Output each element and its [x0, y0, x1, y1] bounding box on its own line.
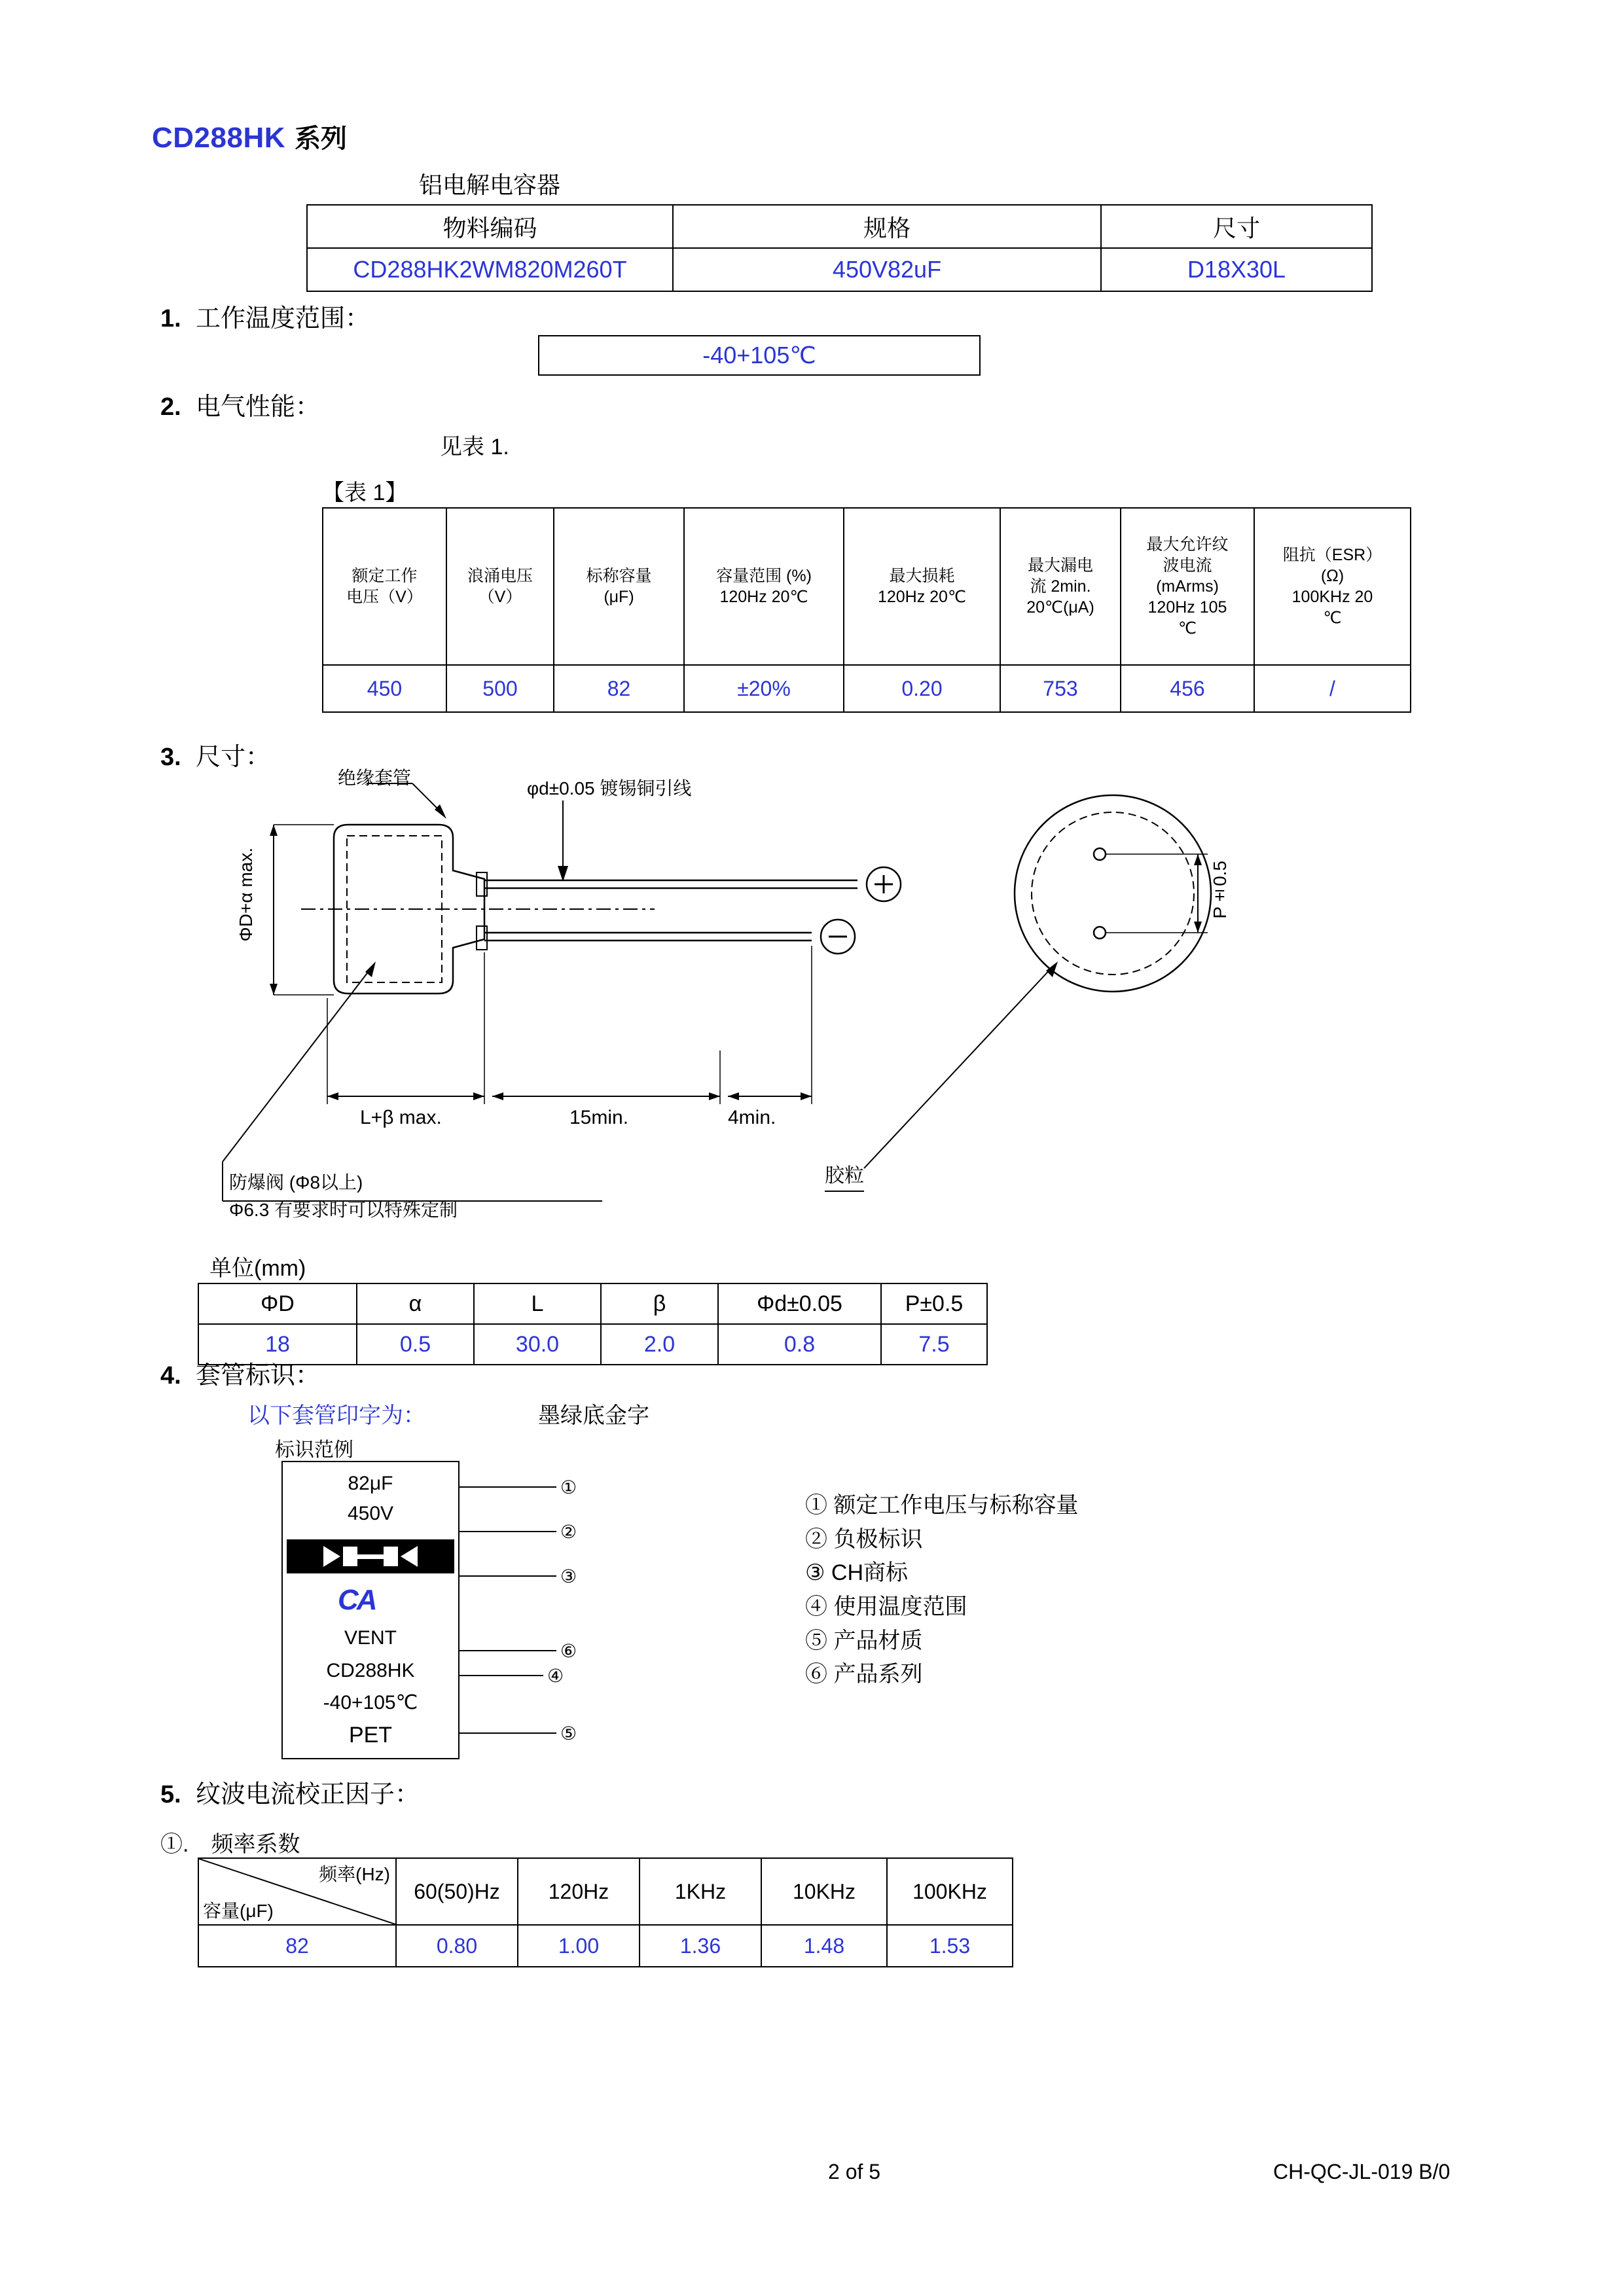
page-title — [152, 118, 347, 155]
marking-callouts — [458, 1460, 602, 1761]
dim-value-0: 18 — [198, 1324, 357, 1365]
see-table-note: 见表 1. — [440, 435, 509, 459]
line: 阻抗（ESR） — [1282, 546, 1382, 564]
elec-value-6: 456 — [1121, 665, 1254, 712]
legend-item-6: ⑥ 产品系列 — [805, 1662, 923, 1687]
sleeve-voltage: 450V — [347, 1503, 394, 1524]
freq-value-4: 1.53 — [887, 1925, 1013, 1967]
line: ℃ — [1178, 619, 1197, 637]
dim-header-4: Φd±0.05 — [718, 1283, 881, 1324]
callout-5: ⑤ — [560, 1723, 577, 1744]
spec-value-size: D18X30L — [1101, 248, 1372, 291]
line: 额定工作 — [352, 567, 418, 585]
callout-3: ③ — [560, 1566, 577, 1587]
sleeve-series: CD288HK — [326, 1660, 415, 1681]
capacitor-dimension-drawing — [196, 769, 1440, 1247]
label-length: L+β max. — [360, 1107, 442, 1128]
dim-header-3: β — [601, 1283, 718, 1324]
label-pitch: P±0.5 — [1210, 861, 1230, 919]
legend-item-5: ⑤ 产品材质 — [805, 1628, 923, 1653]
line: 120Hz 20℃ — [877, 588, 967, 606]
line: 标称容量 — [586, 567, 652, 585]
section-1-heading — [160, 298, 370, 334]
spec-value-spec: 450V82uF — [673, 248, 1101, 291]
sleeve-vent-text: VENT — [344, 1627, 397, 1649]
line: 100KHz 20 — [1291, 588, 1373, 606]
elec-value-3: ±20% — [684, 665, 844, 712]
section-5-heading — [160, 1774, 420, 1810]
section-1-title: 工作温度范围： — [196, 305, 370, 332]
line: 浪涌电压 — [467, 567, 533, 585]
callout-1: ① — [560, 1477, 577, 1498]
dim-value-5: 7.5 — [881, 1324, 987, 1365]
negative-polarity-band — [287, 1539, 454, 1573]
minus-icon — [357, 1554, 384, 1559]
dim-value-2: 30.0 — [474, 1324, 601, 1365]
callout-2: ② — [560, 1522, 577, 1542]
line: （V） — [478, 588, 522, 606]
callout-lines — [458, 1460, 602, 1767]
freq-header-1: 120Hz — [518, 1858, 640, 1925]
freq-header-4: 100KHz — [887, 1858, 1013, 1925]
callout-4: ④ — [547, 1666, 564, 1686]
sleeve-marking-diagram — [281, 1461, 460, 1759]
series-code: CD288HK — [152, 122, 286, 154]
spec-header-size: 尺寸 — [1101, 205, 1372, 248]
dim-header-1: α — [357, 1283, 474, 1324]
label-glue: 胶粒 — [825, 1159, 864, 1192]
label-vent-line1: 防爆阀 (Φ8以上) — [229, 1172, 363, 1193]
legend-item-2: ② 负极标识 — [805, 1526, 923, 1552]
series-word: 系列 — [295, 124, 348, 153]
table-row — [307, 205, 1372, 248]
elec-header-1 — [446, 508, 554, 665]
table-row — [307, 248, 1372, 291]
label-insulating-sleeve: 绝缘套管 — [338, 768, 412, 788]
elec-header-7 — [1254, 508, 1411, 665]
elec-value-4: 0.20 — [844, 665, 1000, 712]
line: (Ω) — [1320, 567, 1344, 585]
footer-document-code: CH-QC-JL-019 B/0 — [1273, 2160, 1451, 2183]
freq-value-1: 1.00 — [518, 1925, 640, 1967]
elec-value-1: 500 — [446, 665, 554, 712]
dim-header-2: L — [474, 1283, 601, 1324]
elec-value-2: 82 — [554, 665, 684, 712]
spec-value-code: CD288HK2WM820M260T — [307, 248, 673, 291]
elec-header-0 — [323, 508, 446, 665]
line: 最大损耗 — [889, 567, 955, 585]
line: ℃ — [1323, 609, 1342, 627]
dim-value-1: 0.5 — [357, 1324, 474, 1365]
freq-header-3: 10KHz — [761, 1858, 887, 1925]
dim-value-3: 2.0 — [601, 1324, 718, 1365]
line: 容量范围 (%) — [716, 567, 812, 585]
dim-header-0: ΦD — [198, 1283, 357, 1324]
marking-legend — [805, 1489, 1078, 1692]
label-vent-line2: Φ6.3 有要求时可以特殊定制 — [229, 1200, 458, 1220]
drawing-svg — [196, 769, 1440, 1247]
table-1-label: 【表 1】 — [322, 480, 408, 505]
line: 120Hz 105 — [1147, 598, 1227, 617]
frequency-coefficient-table — [198, 1857, 1013, 1967]
table-row — [323, 665, 1411, 712]
marking-sample-label: 标识范例 — [275, 1439, 353, 1461]
legend-item-1: ① 额定工作电压与标称容量 — [805, 1493, 1079, 1518]
ripple-sub-item: ①. 频率系数 — [160, 1832, 300, 1857]
arrow-right-icon — [401, 1546, 418, 1567]
elec-header-3 — [684, 508, 844, 665]
section-3-heading — [160, 736, 270, 772]
elec-value-0: 450 — [323, 665, 446, 712]
callout-6: ⑥ — [560, 1641, 577, 1661]
freq-header-2: 1KHz — [640, 1858, 761, 1925]
document-subtitle: 铝电解电容器 — [419, 171, 561, 198]
line: 120Hz 20℃ — [719, 588, 808, 606]
line: 最大漏电 — [1027, 556, 1093, 575]
section-4-heading — [160, 1355, 320, 1391]
legend-item-4: ④ 使用温度范围 — [805, 1594, 967, 1620]
sleeve-capacitance: 82μF — [348, 1473, 393, 1494]
footer-page-number: 2 of 5 — [828, 2160, 881, 2183]
section-2-heading — [160, 386, 320, 422]
freq-row-label: 82 — [198, 1925, 396, 1967]
corner-frequency-label: 频率(Hz) — [319, 1864, 390, 1884]
table-row — [198, 1283, 987, 1324]
table-row — [323, 508, 1411, 665]
freq-header-0: 60(50)Hz — [396, 1858, 518, 1925]
sleeve-material: PET — [348, 1723, 393, 1748]
section-3-number: 3. — [160, 744, 181, 771]
ch-brand-logo-icon: CA — [338, 1584, 376, 1616]
freq-value-0: 0.80 — [396, 1925, 518, 1967]
band-block-icon — [384, 1547, 398, 1566]
elec-header-6 — [1121, 508, 1254, 665]
elec-value-7: / — [1254, 665, 1411, 712]
freq-value-3: 1.48 — [761, 1925, 887, 1967]
elec-header-5 — [1000, 508, 1121, 665]
electrical-characteristics-table — [322, 507, 1411, 713]
section-2-number: 2. — [160, 393, 181, 421]
label-lead-wire: φd±0.05 镀锡铜引线 — [527, 778, 692, 798]
sleeve-print-color: 墨绿底金字 — [538, 1403, 649, 1428]
line: (μF) — [604, 588, 634, 606]
freq-value-2: 1.36 — [640, 1925, 761, 1967]
section-2-title: 电气性能： — [196, 393, 321, 421]
band-block-icon — [343, 1547, 357, 1566]
arrow-left-icon — [323, 1546, 340, 1567]
legend-item-3: ③ CH商标 — [805, 1560, 909, 1586]
section-4-number: 4. — [160, 1362, 181, 1390]
elec-header-2 — [554, 508, 684, 665]
sleeve-print-note: 以下套管印字为： — [247, 1403, 425, 1428]
line: 最大允许纹 — [1146, 535, 1229, 554]
sleeve-temperature: -40+105℃ — [323, 1692, 418, 1713]
section-5-number: 5. — [160, 1781, 181, 1808]
elec-header-4 — [844, 508, 1000, 665]
line: 流 2min. — [1030, 577, 1091, 596]
elec-value-5: 753 — [1000, 665, 1121, 712]
table-row — [198, 1858, 1013, 1925]
table-row — [198, 1925, 1013, 1967]
line: 波电流 — [1163, 556, 1212, 575]
line: (mArms) — [1156, 577, 1219, 596]
dim-header-5: P±0.5 — [881, 1283, 987, 1324]
label-diameter: ΦD+α max. — [236, 848, 256, 942]
spec-header-spec: 规格 — [673, 205, 1101, 248]
line: 20℃(μA) — [1026, 598, 1094, 617]
corner-capacitance-label: 容量(μF) — [203, 1901, 274, 1921]
dimension-table — [198, 1283, 988, 1365]
section-4-title: 套管标识： — [196, 1362, 321, 1390]
spec-table — [306, 204, 1373, 292]
label-15min: 15min. — [569, 1107, 629, 1128]
label-4min: 4min. — [728, 1107, 776, 1128]
section-5-title: 纹波电流校正因子： — [196, 1781, 420, 1808]
temperature-range-value: -40+105℃ — [702, 342, 816, 368]
spec-header-code: 物料编码 — [307, 205, 673, 248]
freq-table-corner — [198, 1858, 396, 1925]
unit-label: 单位(mm) — [209, 1256, 306, 1281]
line: 电压（V） — [346, 588, 423, 606]
section-1-number: 1. — [160, 305, 181, 332]
temperature-range-box — [538, 335, 981, 376]
section-3-title: 尺寸： — [196, 744, 271, 771]
dim-value-4: 0.8 — [718, 1324, 881, 1365]
